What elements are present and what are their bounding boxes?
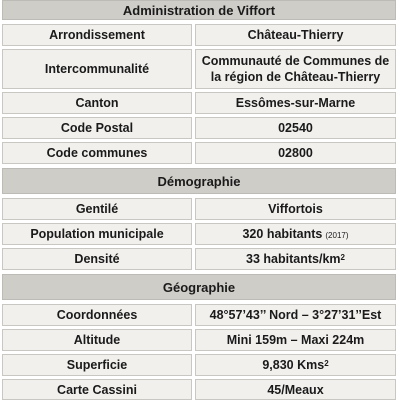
densite-number: 33 habitants/km: [246, 252, 341, 266]
population-count: 320 habitants: [242, 227, 323, 241]
population-label: Population municipale: [2, 223, 192, 245]
section-header-demographie: Démographie: [2, 168, 396, 194]
superficie-exponent: 2: [324, 359, 329, 368]
arrondissement-value: Château-Thierry: [195, 24, 396, 46]
altitude-label: Altitude: [2, 329, 192, 351]
carte-cassini-value: 45/Meaux: [195, 379, 396, 400]
intercommunalite-value-line2: la région de Château-Thierry: [210, 70, 381, 84]
section-header-geographie: Géographie: [2, 274, 396, 300]
carte-cassini-label: Carte Cassini: [2, 379, 192, 400]
intercommunalite-value: [195, 49, 396, 89]
arrondissement-label: Arrondissement: [2, 24, 192, 46]
gentile-value: Viffortois: [195, 198, 396, 220]
gentile-label: Gentilé: [2, 198, 192, 220]
coordonnees-label: Coordonnées: [2, 304, 192, 326]
population-value: [195, 223, 396, 245]
superficie-value: [195, 354, 396, 376]
altitude-value: Mini 159m – Maxi 224m: [195, 329, 396, 351]
code-communes-label: Code communes: [2, 142, 192, 164]
densite-exponent: 2: [340, 253, 345, 262]
section-header-administration: Administration de Viffort: [2, 0, 396, 20]
canton-value: Essômes-sur-Marne: [195, 92, 396, 114]
code-postal-label: Code Postal: [2, 117, 192, 139]
superficie-number: 9,830 Kms: [262, 358, 325, 372]
intercommunalite-label: Intercommunalité: [2, 49, 192, 89]
intercommunalite-value-line1: Communauté de Communes de: [201, 54, 390, 68]
code-postal-value: 02540: [195, 117, 396, 139]
population-year: (2017): [325, 231, 349, 240]
canton-label: Canton: [2, 92, 192, 114]
code-communes-value: 02800: [195, 142, 396, 164]
densite-value: [195, 248, 396, 270]
superficie-label: Superficie: [2, 354, 192, 376]
coordonnees-value: 48°57’43’’ Nord – 3°27’31’’Est: [195, 304, 396, 326]
densite-label: Densité: [2, 248, 192, 270]
